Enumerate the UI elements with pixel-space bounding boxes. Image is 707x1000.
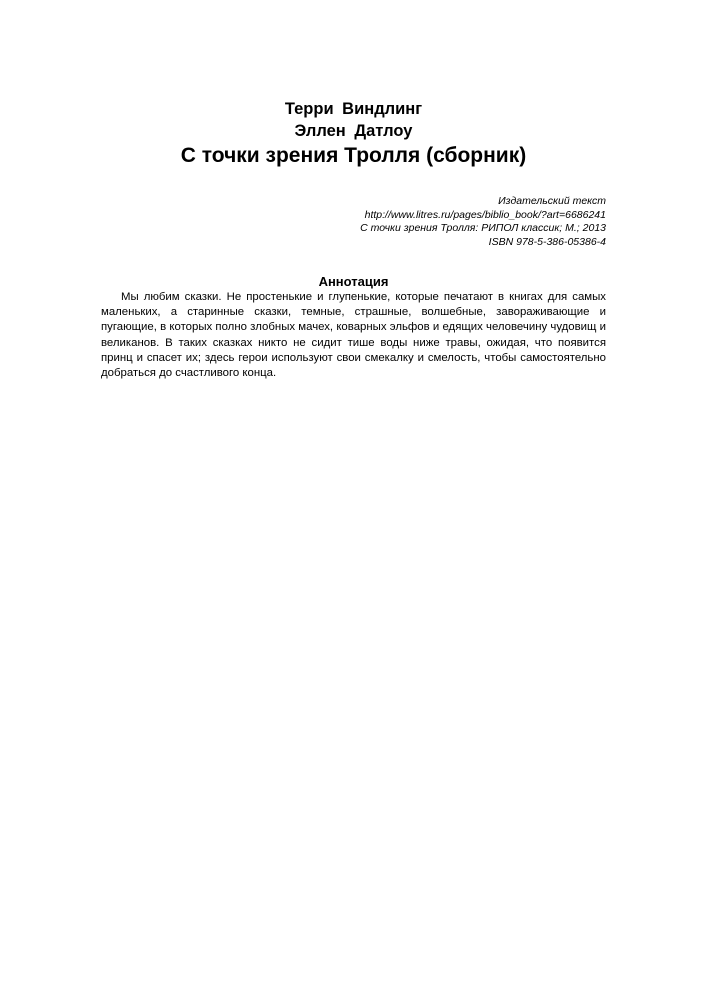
book-title: С точки зрения Тролля (сборник) — [180, 144, 527, 167]
source-url: http://www.litres.ru/pages/biblio_book/?art=6686241 — [364, 208, 606, 221]
annotation-heading: Аннотация — [318, 274, 389, 289]
edition-info: С точки зрения Тролля: РИПОЛ классик; М.; 2013 — [360, 222, 606, 234]
annotation-text: Мы любим сказки. Не простенькие и глупенькие, которые печатают в книгах для самых маленьких, а старинные сказки, темные, страшные, волшебные, завораживающие и пугающие, в которых полно злобных мачех, коварных эльфов и едящих человечину чудовищ и великанов. В таких сказках никто не сидит тише воды ниже травы, ожидая, что появится принц и спасет их; здесь герои используют свои смекалку и смелость, чтобы самостоятельно добраться до счастливого конца. — [101, 291, 606, 380]
author-name: Эллен Датлоу — [294, 122, 413, 140]
authors-block — [0, 98, 707, 142]
author-name: Терри Виндлинг — [284, 100, 423, 118]
publisher-text-label: Издательский текст — [498, 195, 606, 207]
publication-info — [206, 195, 606, 249]
isbn: ISBN 978-5-386-05386-4 — [488, 235, 606, 248]
